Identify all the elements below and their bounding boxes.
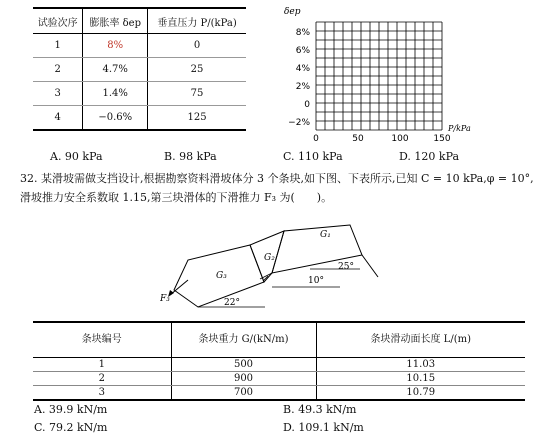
y-tick-label: 0 (304, 100, 310, 110)
table-cell: 900 (171, 372, 316, 386)
table-cell: 1.4% (83, 82, 148, 106)
table-cell: −0.6% (83, 106, 148, 131)
angle-label-25: 25° (338, 262, 354, 272)
x-tick-label: 150 (433, 134, 451, 144)
q32-slice-table (33, 321, 525, 401)
y-axis-label: δep (284, 7, 301, 17)
table-cell: 1 (33, 34, 83, 58)
table-cell: 500 (171, 358, 316, 372)
x-axis-label: P/kPa (448, 124, 471, 133)
table-cell: 11.03 (316, 358, 525, 372)
q31-data-table (33, 7, 246, 131)
table-cell: 700 (171, 386, 316, 401)
table-cell: 4 (33, 106, 83, 131)
table-cell: 4.7% (83, 58, 148, 82)
q32-option-d[interactable]: D. 109.1 kN/m (283, 421, 364, 434)
table-cell: 1 (33, 358, 171, 372)
table-row (33, 372, 525, 386)
col-header-weight-text: 条块重力 G/(kN/m) (198, 334, 289, 345)
table-cell: 8% (83, 34, 148, 58)
table-cell: 2 (33, 372, 171, 386)
q32-option-c[interactable]: C. 79.2 kN/m (34, 421, 108, 434)
table-header-row (33, 322, 525, 358)
y-tick-label: −2% (288, 118, 310, 128)
blank-grid-chart (280, 0, 550, 148)
col-header-expansion: 膨胀率 δep (83, 8, 148, 34)
top-ground-line (362, 255, 378, 277)
q31-option-c[interactable]: C. 110 kPa (283, 150, 343, 163)
col-header-pressure: 垂直压力 P/(kPa) (148, 8, 246, 34)
x-tick-label: 100 (391, 134, 409, 144)
y-tick-label: 2% (295, 82, 310, 92)
table-row (33, 58, 246, 82)
g3-label: G₃ (216, 271, 227, 281)
table-row (33, 358, 525, 372)
angle-label-10: 10° (308, 276, 324, 286)
angle-label-22: 22° (224, 298, 240, 308)
q32-option-a[interactable]: A. 39.9 kN/m (34, 403, 108, 416)
col-header-slice-id: 条块编号 (33, 322, 171, 358)
table-cell: 2 (33, 58, 83, 82)
col-header-length: 条块滑动面长度 L/(m) (316, 322, 525, 358)
table-cell: 10.15 (316, 372, 525, 386)
table-cell: 10.79 (316, 386, 525, 401)
g2-label: G₂ (264, 253, 275, 263)
g1-label: G₁ (320, 230, 331, 240)
table-row (33, 82, 246, 106)
q32-question-text: 32. 某滑坡需做支挡设计,根据勘察资料滑坡体分 3 个条块,如下图、下表所示,已知 C = 10 kPa,φ = 10°,滑坡推力安全系数取 1.15,第三块滑体的下滑推力 F₃ 为( )。 (20, 172, 534, 204)
table-header-row (33, 8, 246, 34)
x-tick-label: 0 (313, 134, 319, 144)
table-cell: 3 (33, 82, 83, 106)
q31-option-d[interactable]: D. 120 kPa (399, 150, 460, 163)
table-cell: 0 (148, 34, 246, 58)
q31-option-b[interactable]: B. 98 kPa (164, 150, 217, 163)
y-tick-label: 4% (295, 64, 310, 74)
landslide-diagram (160, 215, 380, 315)
table-cell: 75 (148, 82, 246, 106)
y-tick-labels (288, 28, 310, 128)
grid-lines (316, 22, 442, 130)
f3-label: F₃ (160, 294, 170, 304)
y-tick-label: 6% (295, 46, 310, 56)
q31-option-a[interactable]: A. 90 kPa (50, 150, 103, 163)
table-cell: 125 (148, 106, 246, 131)
table-row (33, 34, 246, 58)
table-row (33, 386, 525, 401)
col-header-weight (171, 322, 316, 358)
table-cell: 3 (33, 386, 171, 401)
col-header-trial: 试验次序 (33, 8, 83, 34)
y-tick-label: 8% (295, 28, 310, 38)
q32-option-b[interactable]: B. 49.3 kN/m (283, 403, 357, 416)
table-cell: 25 (148, 58, 246, 82)
table-row (33, 106, 246, 131)
x-tick-label: 50 (352, 134, 364, 144)
